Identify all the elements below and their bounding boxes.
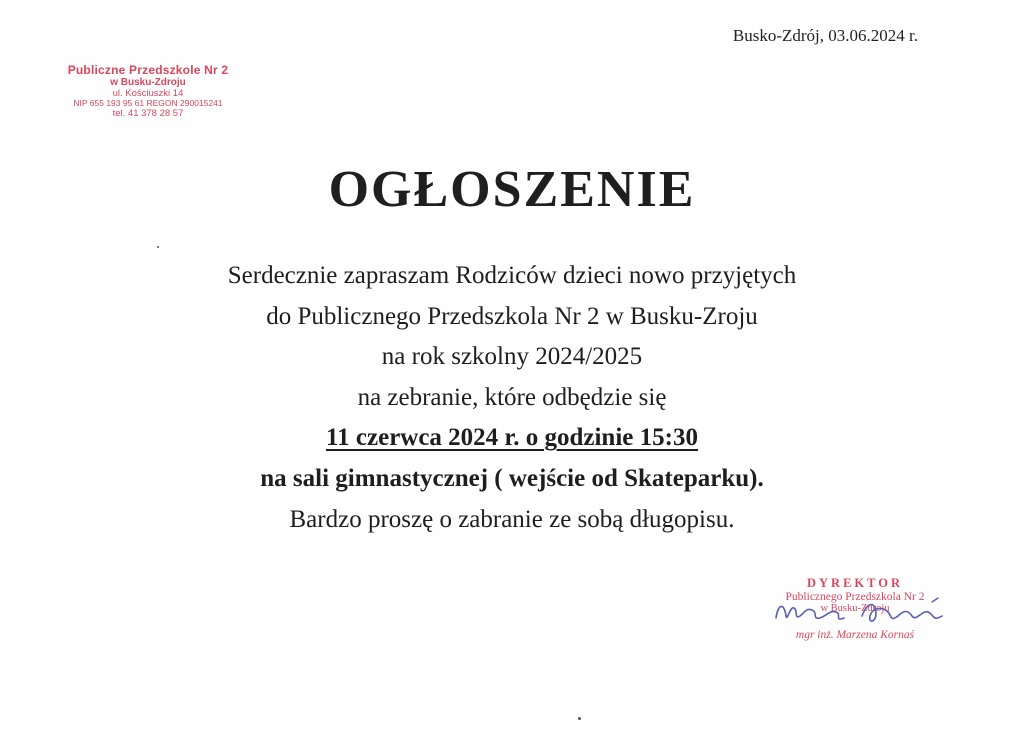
announcement-title: OGŁOSZENIE [328, 161, 696, 218]
school-stamp-street: ul. Kościuszki 14 [112, 87, 184, 99]
meeting-datetime: 11 czerwca 2024 r. o godzinie 15:30 [326, 424, 698, 452]
meeting-location: na sali gimnastycznej ( wejście od Skateparku). [260, 464, 764, 492]
school-stamp-name: Publiczne Przedszkole Nr 2 [67, 63, 229, 77]
school-stamp [58, 64, 238, 119]
announcement-body [0, 256, 1024, 540]
announcement-line: Serdecznie zapraszam Rodziców dzieci nowo przyjętych [227, 262, 797, 289]
school-stamp-phone: tel. 41 378 28 57 [112, 107, 184, 119]
scan-speck [578, 717, 581, 720]
director-stamp-city: w Busku-Zdroju [820, 603, 890, 615]
scan-speck [157, 246, 159, 248]
director-stamp-role: DYREKTOR [806, 576, 903, 590]
announcement-line: do Publicznego Przedszkola Nr 2 w Busku-Zroju [266, 302, 758, 330]
meeting-request: Bardzo proszę o zabranie ze sobą długopisu. [289, 505, 735, 533]
meeting-datetime-line [0, 418, 1024, 459]
director-stamp-name: mgr inż. Marzena Kornaś [795, 628, 915, 641]
school-stamp-ids: NIP 655 193 95 61 REGON 290015241 [73, 98, 223, 109]
school-stamp-city: w Busku-Zdroju [110, 77, 186, 89]
announcement-line: na rok szkolny 2024/2025 [381, 343, 643, 371]
director-stamp-institution: Publicznego Przedszkola Nr 2 [785, 590, 925, 603]
announcement-line: na zebranie, które odbędzie się [357, 383, 667, 411]
document-date: Busko-Zdrój, 03.06.2024 r. [732, 26, 918, 45]
handwritten-signature [772, 596, 952, 630]
